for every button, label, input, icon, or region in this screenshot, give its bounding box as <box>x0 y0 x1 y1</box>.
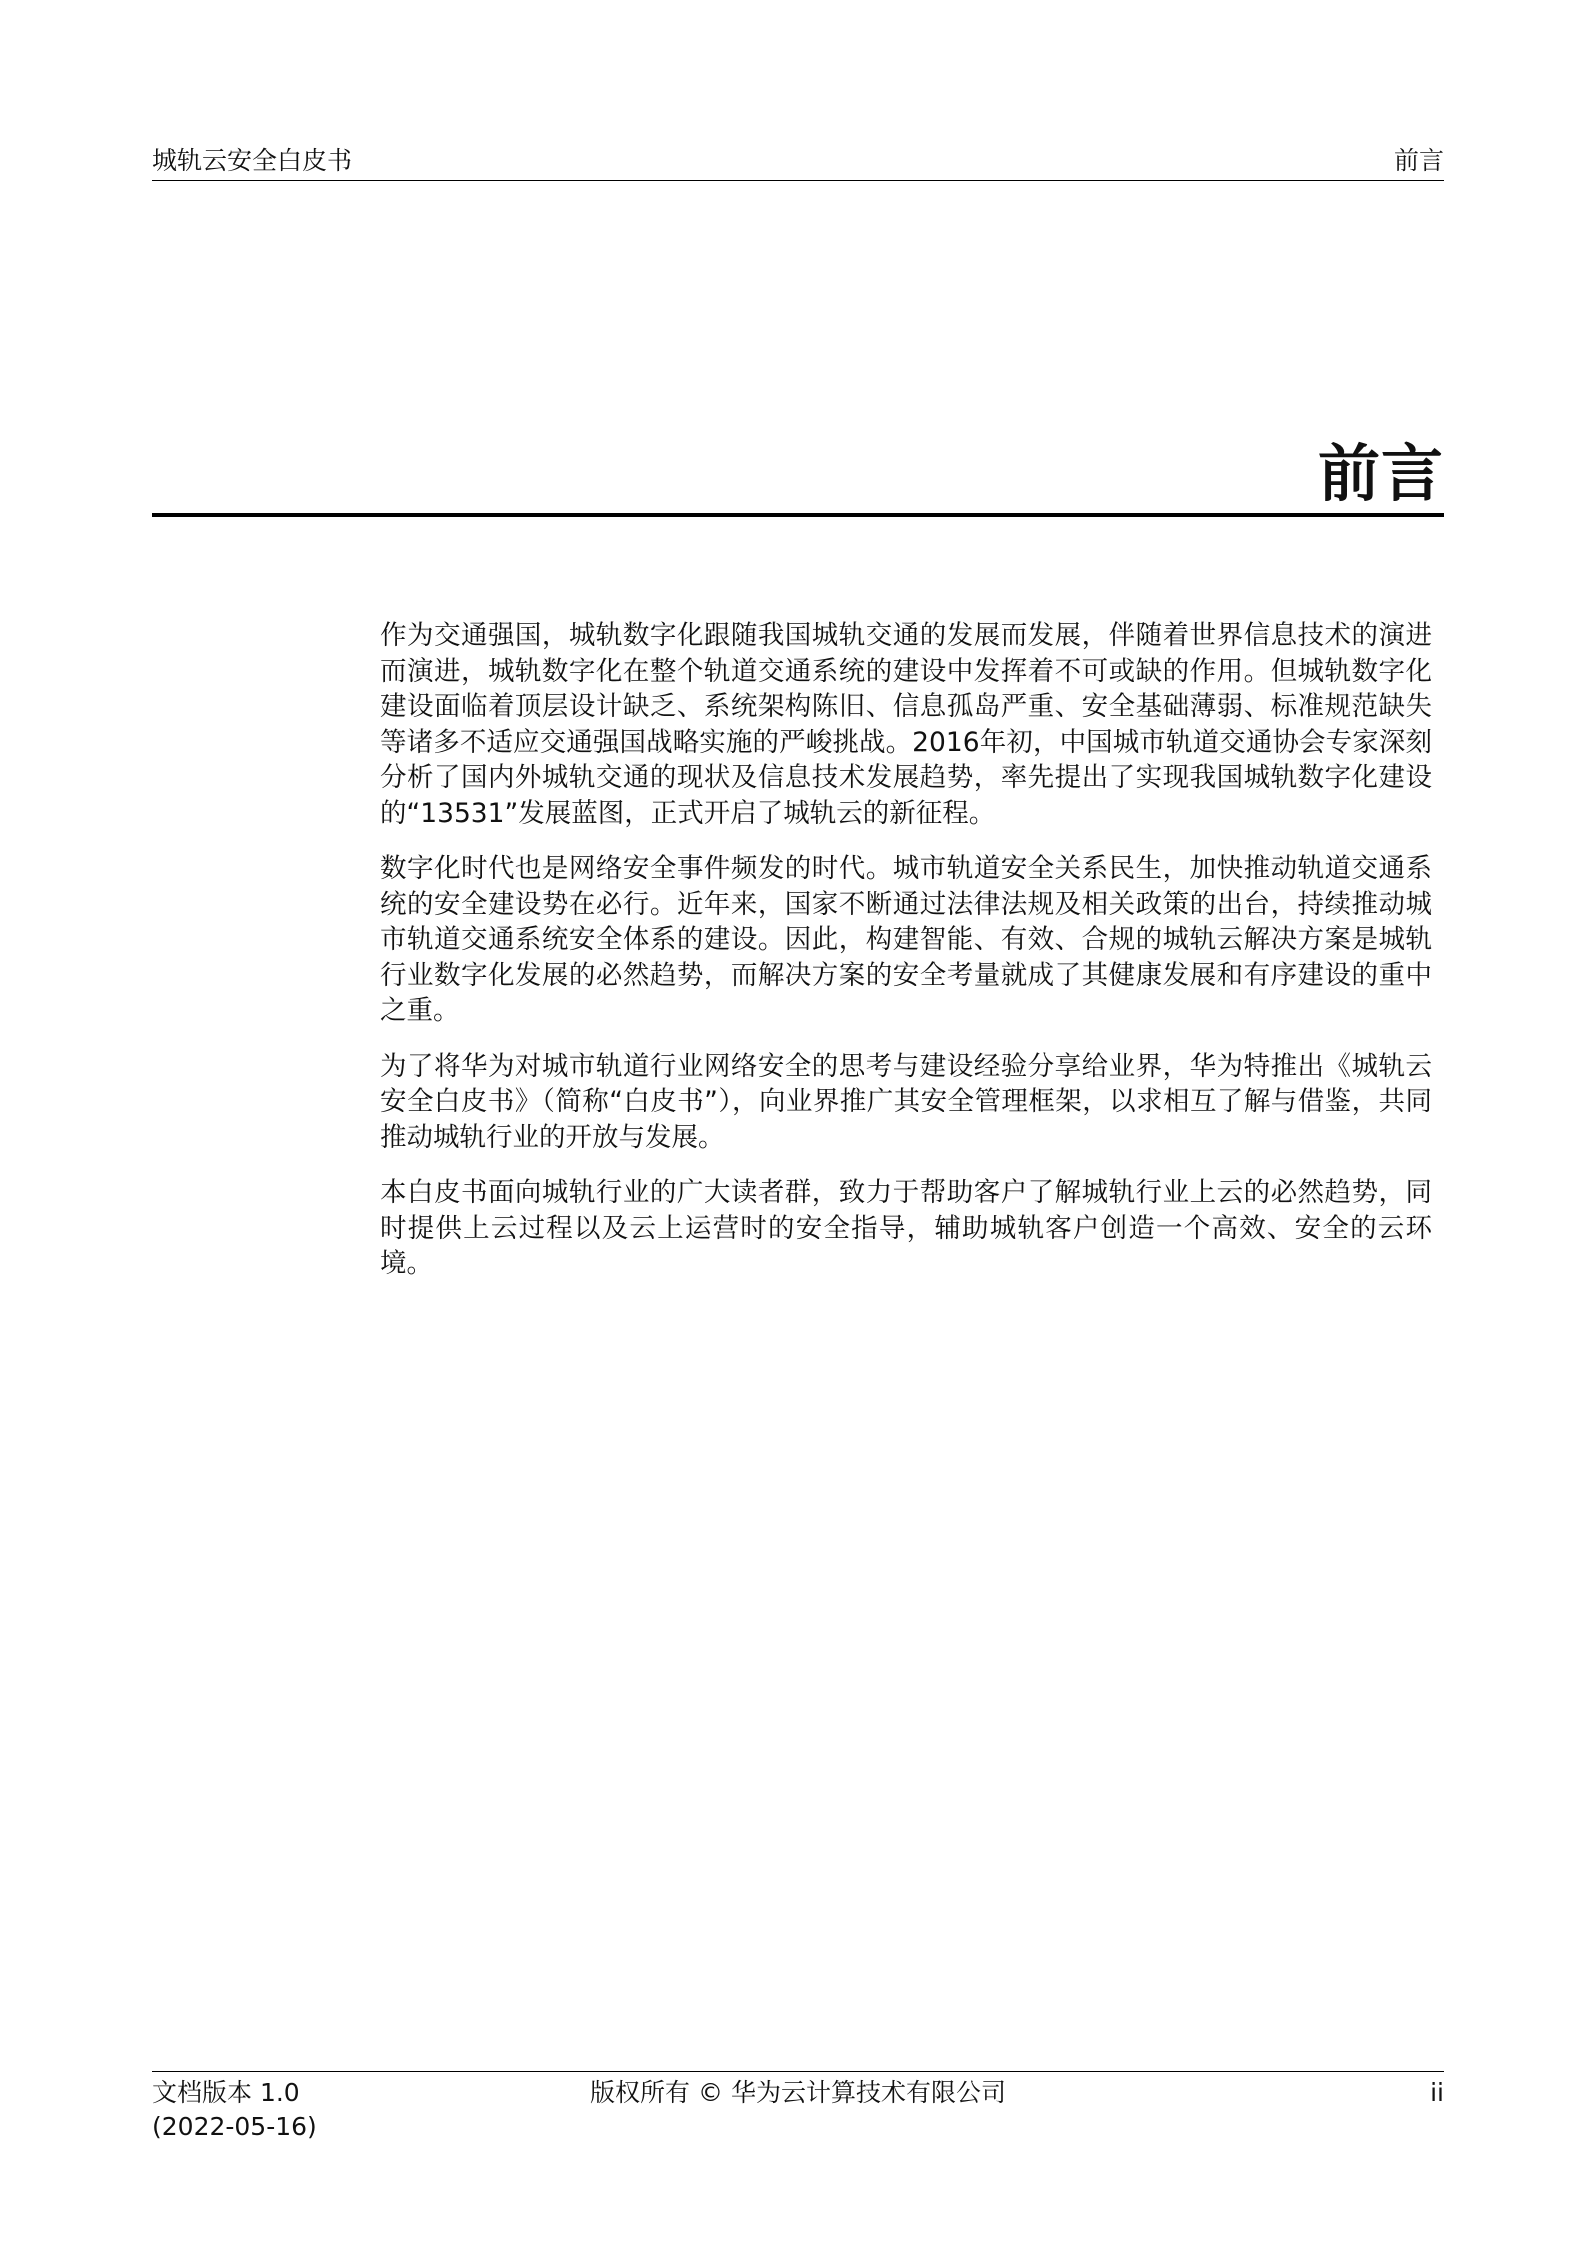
header-doc-title: 城轨云安全白皮书 <box>152 146 353 175</box>
body-content <box>380 618 1432 1302</box>
header-section-title: 前言 <box>1393 146 1444 175</box>
paragraph: 作为交通强国，城轨数字化跟随我国城轨交通的发展而发展，伴随着世界信息技术的演进而演进，城轨数字化在整个轨道交通系统的建设中发挥着不可或缺的作用。但城轨数字化建设面临着顶层设计缺乏、系统架构陈旧、信息孤岛严重、安全基础薄弱、标准规范缺失等诸多不适应交通强国战略实施的严峻挑战。2016年初，中国城市轨道交通协会专家深刻分析了国内外城轨交通的现状及信息技术发展趋势，率先提出了实现我国城轨数字化建设的“13531”发展蓝图，正式开启了城轨云的新征程。 <box>380 620 1432 829</box>
page-header <box>152 142 1444 181</box>
paragraph: 本白皮书面向城轨行业的广大读者群，致力于帮助客户了解城轨行业上云的必然趋势，同时提供上云过程以及云上运营时的安全指导，辅助城轨客户创造一个高效、安全的云环境。 <box>380 1177 1432 1279</box>
chapter-title: 前言 <box>1317 437 1444 510</box>
paragraph: 为了将华为对城市轨道行业网络安全的思考与建设经验分享给业界，华为特推出《城轨云安全白皮书》（简称“白皮书”），向业界推广其安全管理框架，以求相互了解与借鉴，共同推动城轨行业的开放与发展。 <box>380 1050 1432 1153</box>
footer-date: (2022-05-16) <box>152 2112 317 2141</box>
chapter-divider <box>152 513 1444 517</box>
paragraph: 数字化时代也是网络安全事件频发的时代。城市轨道安全关系民生，加快推动轨道交通系统的安全建设势在必行。近年来，国家不断通过法律法规及相关政策的出台，持续推动城市轨道交通系统安全体系的建设。因此，构建智能、有效、合规的城轨云解决方案是城轨行业数字化发展的必然趋势，而解决方案的安全考量就成了其健康发展和有序建设的重中之重。 <box>380 853 1432 1026</box>
footer-copyright: 版权所有 © 华为云计算技术有限公司 <box>590 2078 1006 2107</box>
footer-page-number: ii <box>1430 2078 1444 2107</box>
page-footer <box>152 2071 1444 2142</box>
footer-version: 文档版本 1.0 <box>152 2078 300 2107</box>
